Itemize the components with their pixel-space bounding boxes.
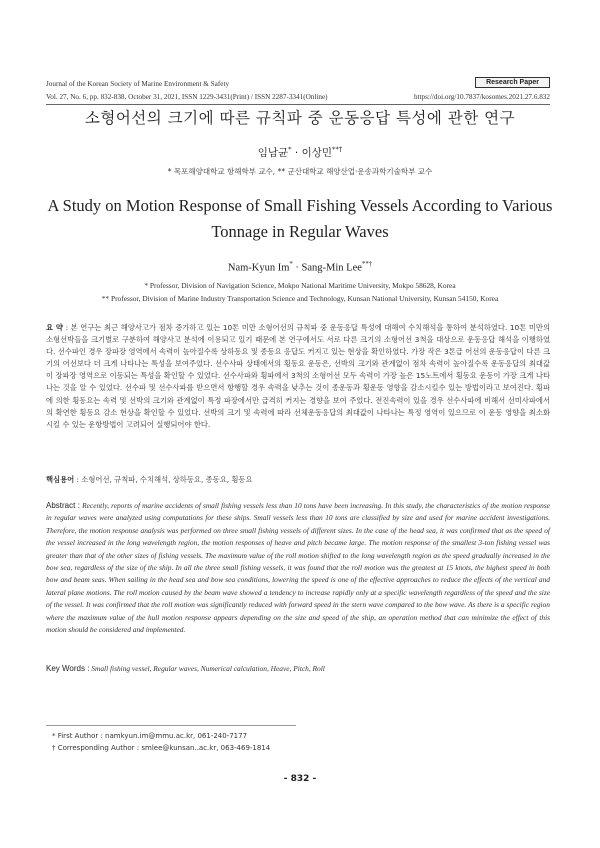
korean-abstract-label: 요 약 [46, 323, 63, 332]
english-keywords-label: Key Words : [46, 664, 90, 673]
korean-keywords-label: 핵심용어 [46, 475, 75, 484]
footnote-first-author: * First Author : namkyun.im@mmu.ac.kr, 061-240-7177 [52, 732, 248, 740]
korean-abstract-text: : 본 연구는 최근 해양사고가 점차 증가하고 있는 10톤 미만 소형어선의 규칙파 중 운동응답 특성에 대해여 수치해석을 통하여 분석하였다. 10톤 미만의 소형선박들을 크기별로 구분하여 해양사고 분석에 이용되고 있기 때문에 본 연구에서도 서로 다른 크기의 소형어선 3척을 대상으로 운동응답 해석을 이행하였다. 선수파인 경우 장파장 영역에서 속력이 높아질수록 상하동요 및 종동요 응답도 커지고 있는 현상을 확인하였다. 가장 작은 3톤급 어선의 운동응답이 다른 크기의 어선보다 더 크게 나타나는 특성을 보여주었다. 선수사파 상태에서의 횡동요 운동은, 선박의 크기와 관계없이 점차 속력이 높아질수록 운동응답의 최대값이 장파장 영역으로 이동되는 특성을 확인할 수 있었다. 선수사파와 횡파에서 3척의 소형어선 모두 속력이 가장 높은 15노트에서 횡동요 운동이 가장 크게 나타나는 것을 알 수 있었다. 선수파 및 선수사파를 받으면서 항행할 경우 속력을 낮추는 것이 종운동과 횡운동 영향을 감소시킬수 있는 방법이라고 보여진다. 횡파에 의한 횡동요는 속력 및 선박의 크기와 관계없이 특정 파장에서만 급격히 커지는 경향을 보여 주었다. 전진속력이 있을 경우 선수사파에 비해서 선미사파에서의 확연한 횡동요 감소 현상을 확인할 수 있었다. 선박의 크기 및 속력에 따라 선체운동응답의 최대값이 나타나는 특정 영역이 있으므로 이 운동 영향을 최소화 시킬 수 있는 운항방법이 고려되어 실행되어야 한다. [46, 323, 551, 429]
english-author-2: Sang-Min Lee [301, 262, 362, 274]
footnote-corresponding-author: † Corresponding Author : smlee@kunsan..ac.kr, 063-469-1814 [52, 744, 271, 752]
journal-name: Journal of the Korean Society of Marine Environment & Safety [46, 80, 230, 88]
doi-link[interactable]: https://doi.org/10.7837/kosomes.2021.27.6.832 [413, 93, 550, 101]
english-keywords-text: Small fishing vessel, Regular waves, Numerical calculation, Heave, Pitch, Roll [91, 664, 325, 673]
korean-authors [0, 145, 600, 160]
english-author-separator: · [295, 262, 299, 274]
english-authors [0, 261, 600, 274]
korean-author-separator: · [294, 147, 299, 159]
english-affiliation-2: ** Professor, Division of Marine Industry Transportation Science and Technology, Kunsan National University, Kunsan 54150, Korea [101, 294, 499, 303]
english-author-1-mark: * [289, 261, 293, 268]
footnote-rule [46, 725, 296, 726]
volume-info: Vol. 27, No. 6, pp. 832-838, October 31, 2021, ISSN 1229-3431(Print) / ISSN 2287-3341(Online) [46, 93, 328, 101]
english-abstract-label: Abstract : [46, 501, 81, 510]
korean-affiliation: * 목포해양대학교 항해학부 교수, ** 군산대학교 해양산업·운송과학기술학부 교수 [167, 167, 433, 176]
english-affiliation-1: * Professor, Division of Navigation Science, Mokpo National Maritime University, Mokpo 58628, Korea [144, 281, 456, 290]
korean-keywords-text: : 소형어선, 규칙파, 수치해석, 상하동요, 종동요, 횡동요 [76, 475, 253, 484]
korean-title: 소형어선의 크기에 따른 규칙파 중 운동응답 특성에 관한 연구 [84, 109, 516, 127]
page-number: - 832 - [283, 774, 317, 784]
korean-author-1: 임남균 [257, 147, 289, 159]
korean-abstract [46, 322, 550, 431]
korean-keywords [46, 475, 550, 485]
english-keywords [46, 664, 550, 673]
header-rule [46, 104, 550, 105]
english-title: A Study on Motion Response of Small Fishing Vessels According to Various Tonnage in Regular Waves [47, 196, 553, 241]
korean-author-2-mark: **† [332, 145, 343, 154]
english-author-2-mark: **† [361, 261, 373, 268]
korean-author-2: 이상민 [301, 147, 333, 159]
english-author-1: Nam-Kyun Im [227, 262, 290, 274]
korean-author-1-mark: * [288, 145, 292, 154]
paper-type-badge: Research Paper [475, 77, 550, 88]
english-abstract-text: Recently, reports of marine accidents of small fishing vessels less than 10 tons have been increasing. In this study, the characteristics of the motion response in regular waves were analyzed using computations for these ships. Small vessels less than 10 tons are classified by size and used for marine accident investigations. Therefore, the motion response analysis was performed on three small fishing vessels of different sizes. In the case of the head sea, it was confirmed that as the speed of the vessel increased in the long wavelength region, the motion responses of heave and pitch became large. The motion response of the smallest 3-ton fishing vessel was greater than that of the other sizes of fishing vessels. The maximum value of the roll motion shifted to the long wavelength region as the speed gradually increased in the bow sea, regardless of the size of the ship. In all the three small fishing vessels, it was found that the roll motion was the greatest at 15 knots, the highest speed in both bow and beam seas. When sailing in the head sea and bow sea conditions, lowering the speed is one of the effective approaches to reduce the effects of the vertical and lateral plane motions. The roll motion caused by the beam wave showed a tendency to increase rapidly only at a specific wavelength regardless of the speed and the size of the vessel. It was confirmed that the roll motion was significantly reduced with forward speed in the stern wave compared to the bow wave. As there is a specific region where the maximum value of the hull motion response appears depending on the size and speed of the ship, an operation method that can minimize the effect of this motion should be considered and implemented. [46, 501, 550, 635]
english-abstract [46, 500, 550, 636]
